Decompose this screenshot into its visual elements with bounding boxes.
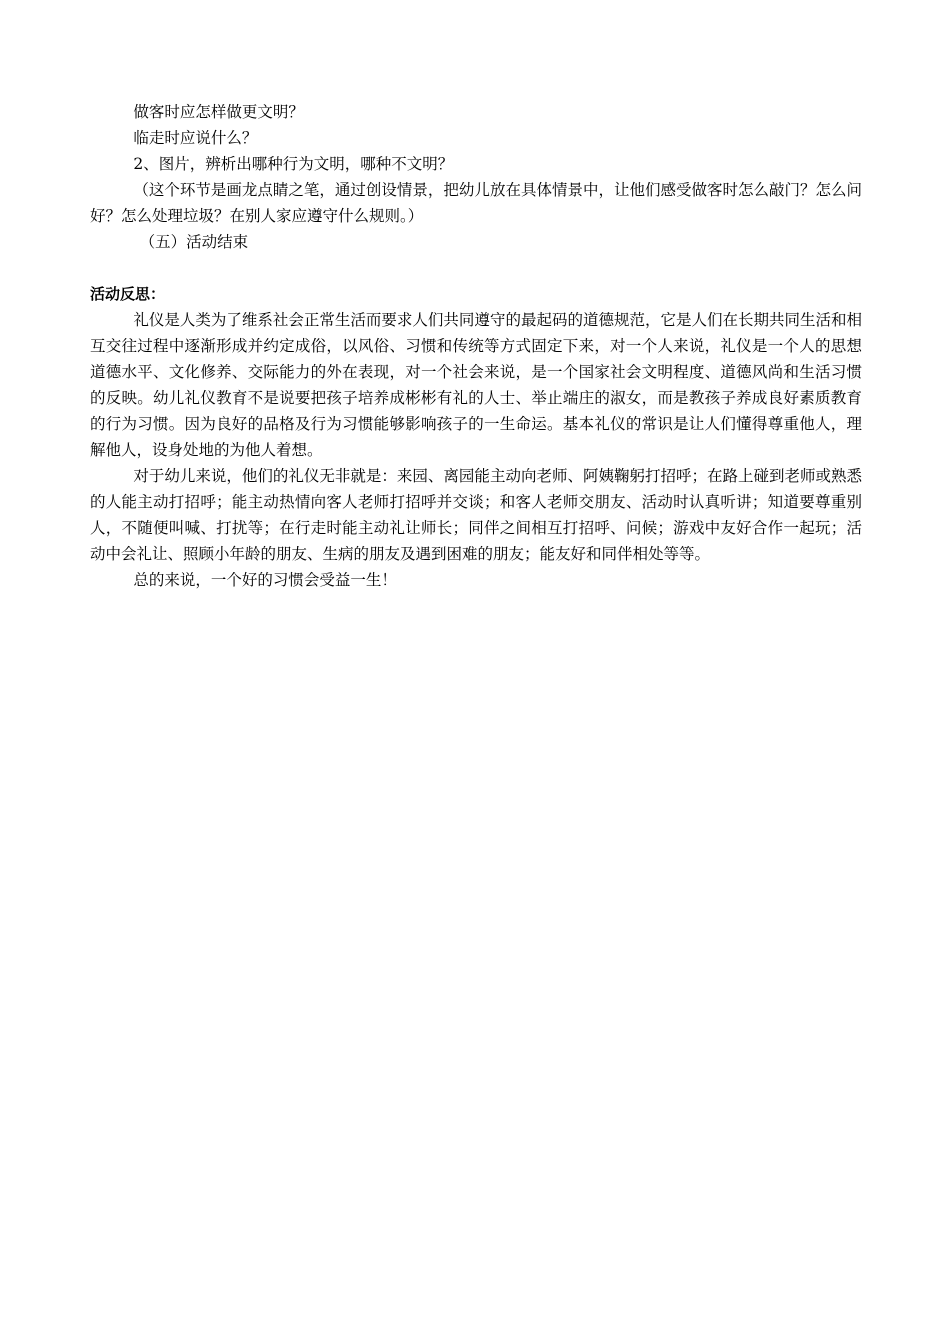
section-5-title: （五）活动结束 <box>139 233 249 251</box>
blank-line <box>90 255 862 281</box>
reflection-paragraph-2: 对于幼儿来说，他们的礼仪无非就是：来园、离园能主动向老师、阿姨鞠躬打招呼；在路上碰到老师或熟悉的人能主动打招呼；能主动热情向客人老师打招呼并交谈；和客人老师交朋友、活动时认真听讲；知道要尊重别人，不随便叫喊、打扰等；在行走时能主动礼让师长；同伴之间相互打招呼、问候；游戏中友好合作一起玩；活动中会礼让、照顾小年龄的朋友、生病的朋友及遇到困难的朋友；能友好和同伴相处等等。 <box>90 467 862 563</box>
reflection-heading: 活动反思： <box>90 285 166 303</box>
reflection-paragraph-1: 礼仪是人类为了维系社会正常生活而要求人们共同遵守的最起码的道德规范，它是人们在长期共同生活和相互交往过程中逐渐形成并约定成俗，以风俗、习惯和传统等方式固定下来，对一个人来说，礼仪是一个人的思想道德水平、文化修养、交际能力的外在表现，对一个社会来说，是一个国家社会文明程度、道德风尚和生活习惯的反映。幼儿礼仪教育不是说要把孩子培养成彬彬有礼的人士、举止端庄的淑女，而是教孩子养成良好素质教育的行为习惯。因为良好的品格及行为习惯能够影响孩子的一生命运。基本礼仪的常识是让人们懂得尊重他人，理解他人，设身处地的为他人着想。 <box>90 311 862 459</box>
design-note: （这个环节是画龙点睛之笔，通过创设情景，把幼儿放在具体情景中，让他们感受做客时怎么敲门？怎么问好？怎么处理垃圾？在别人家应遵守什么规则。） <box>90 181 862 225</box>
reflection-paragraph-3: 总的来说，一个好的习惯会受益一生！ <box>133 571 397 589</box>
question-visit: 做客时应怎样做更文明？ <box>133 103 304 121</box>
question-leave: 临走时应说什么？ <box>133 129 258 147</box>
item-2-pictures: 2、图片，辨析出哪种行为文明，哪种不文明？ <box>133 155 454 173</box>
document-body <box>90 99 862 593</box>
